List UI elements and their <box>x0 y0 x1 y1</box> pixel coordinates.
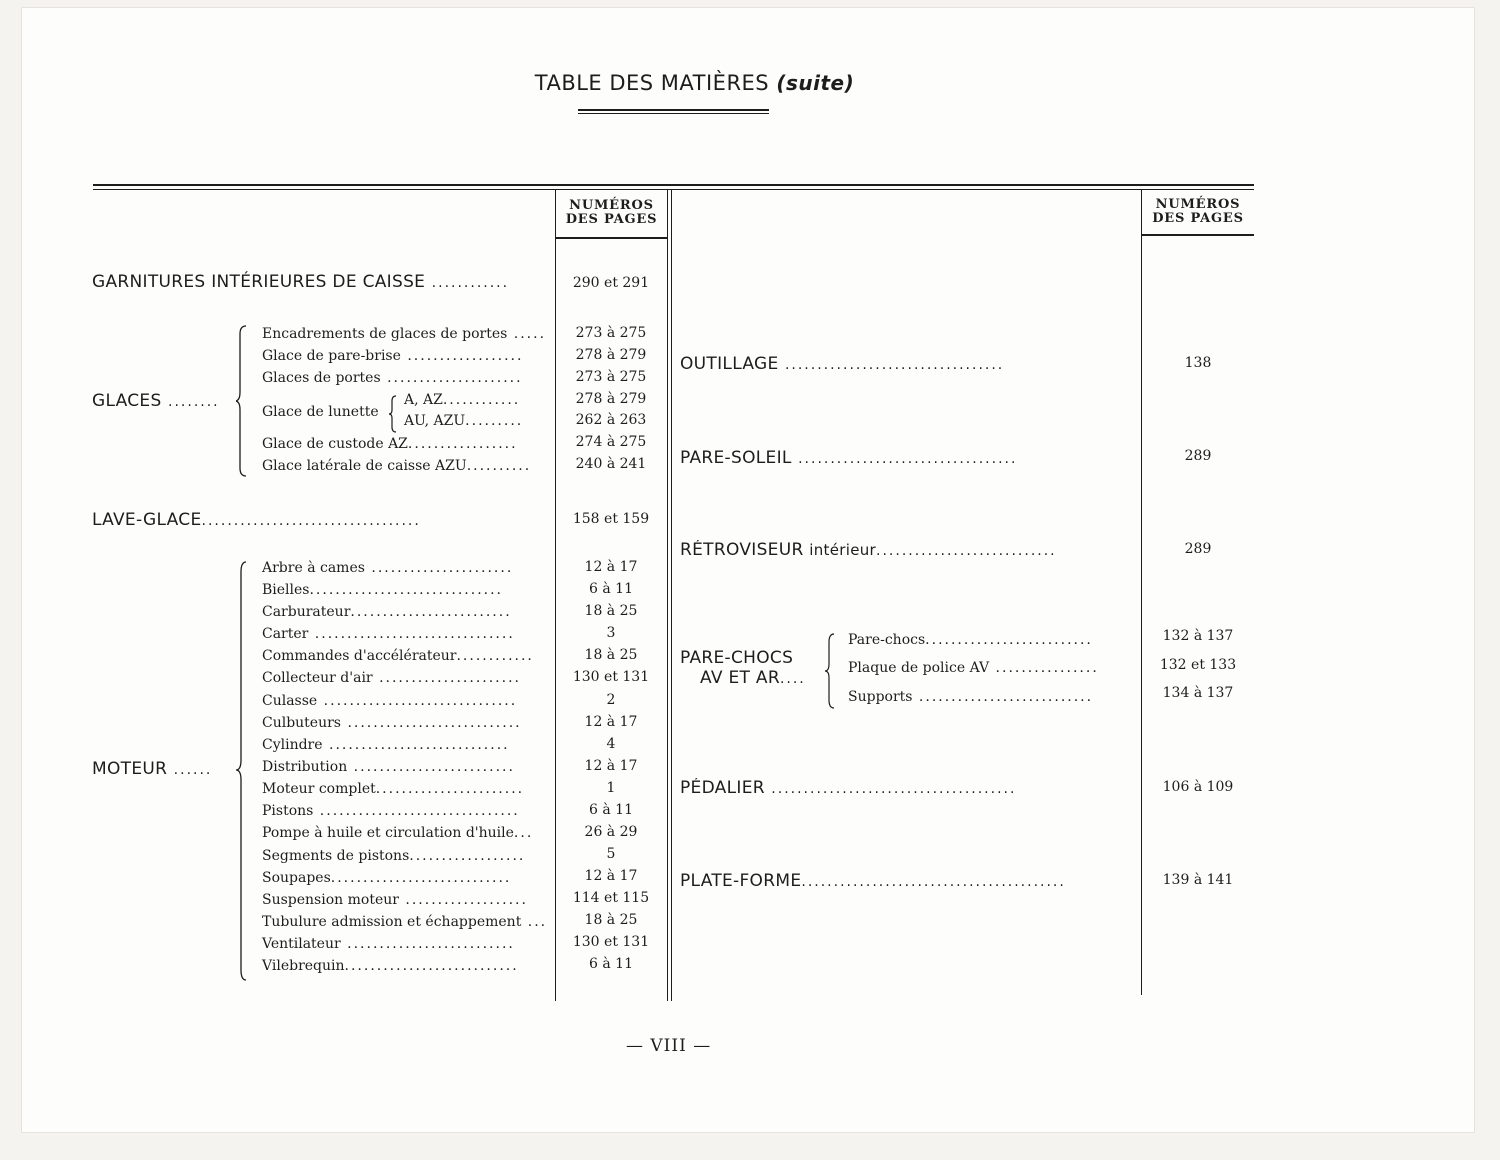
item-pages: 274 à 275 <box>575 434 647 450</box>
entry-outillage <box>680 354 1138 374</box>
item-pages: 18 à 25 <box>584 912 638 928</box>
page-title <box>22 71 1367 95</box>
leader-dots: ...................................... <box>764 781 1017 797</box>
leader-dots: ........................... <box>341 715 522 731</box>
entry-pages: 289 <box>1184 448 1212 464</box>
table-top-rule-2 <box>93 189 1254 190</box>
item-label: Vilebrequin <box>262 958 345 974</box>
leader-dots: ......................... <box>350 604 512 620</box>
glaces-item <box>262 458 531 474</box>
leader-dots: ............ <box>425 275 510 291</box>
item-pages: 278 à 279 <box>575 391 647 407</box>
table-top-rule <box>93 184 1254 186</box>
leader-dots: .................................. <box>791 451 1018 467</box>
glaces-item <box>262 326 546 342</box>
item-pages: 18 à 25 <box>584 647 638 663</box>
item-pages: 2 <box>606 692 616 708</box>
header-line1: NUMÉROS <box>1155 197 1241 212</box>
entry-label: PLATE-FORME <box>680 871 802 891</box>
item-pages: 4 <box>606 736 616 752</box>
item-label: Glace de pare-brise <box>262 348 401 364</box>
glaces-item <box>262 436 518 452</box>
entry-label: PÉDALIER <box>680 778 765 798</box>
item-pages: 278 à 279 <box>575 347 647 363</box>
left-header-rule <box>556 237 667 239</box>
leader-dots: ......................... <box>347 759 515 775</box>
section-label-line1: PARE-CHOCS <box>680 648 794 668</box>
item-pages: 130 et 131 <box>572 934 650 950</box>
moteur-item <box>262 892 528 908</box>
leader-dots: ............................... <box>313 803 520 819</box>
entry-pages: 290 et 291 <box>572 275 650 291</box>
leader-dots: ............ <box>442 392 521 408</box>
lunette-sub-item <box>404 392 520 408</box>
document-page <box>22 8 1474 1132</box>
section-label-line2-row <box>680 668 806 689</box>
moteur-item <box>262 914 547 930</box>
leader-dots: ....................... <box>375 781 525 797</box>
entry-label: PARE-SOLEIL <box>680 448 792 468</box>
title-suite: (suite) <box>776 71 855 95</box>
item-pages: 273 à 275 <box>575 369 647 385</box>
item-pages: 273 à 275 <box>575 325 647 341</box>
lunette-brace <box>388 394 400 434</box>
section-moteur <box>92 759 212 779</box>
leader-dots: ........................... <box>912 689 1094 705</box>
moteur-item <box>262 626 515 642</box>
item-label: Glace de custode AZ <box>262 436 408 452</box>
entry-label-suffix: intérieur <box>809 541 877 559</box>
entry-retroviseur <box>680 540 1138 560</box>
item-label: Collecteur d'air <box>262 670 373 686</box>
section-label: GLACES <box>92 391 162 411</box>
title-underline-2 <box>578 113 769 114</box>
leader-dots: ................... <box>398 892 528 908</box>
item-label: Plaque de police AV <box>848 660 990 676</box>
leader-dots: ... <box>521 914 548 930</box>
title-underline-1 <box>578 109 769 111</box>
item-label: Pistons <box>262 803 314 819</box>
item-pages: 18 à 25 <box>584 603 638 619</box>
moteur-item <box>262 870 511 886</box>
item-pages: 130 et 131 <box>572 669 650 685</box>
leader-dots: .......................... <box>340 936 515 952</box>
entry-label: RÉTROVISEUR <box>680 540 804 560</box>
title-text: TABLE DES MATIÈRES <box>534 71 770 95</box>
moteur-item <box>262 848 525 864</box>
leader-dots: ..................... <box>380 370 523 386</box>
item-label: Suspension moteur <box>262 892 399 908</box>
entry-label: GARNITURES INTÉRIEURES DE CAISSE <box>92 272 426 292</box>
moteur-item <box>262 759 515 775</box>
leader-dots: ............................ <box>330 870 512 886</box>
item-pages: 12 à 17 <box>584 559 638 575</box>
center-divider <box>671 189 672 1001</box>
leader-dots: ............................ <box>322 737 510 753</box>
item-pages: 6 à 11 <box>589 956 633 972</box>
leader-dots: ................ <box>989 660 1099 676</box>
header-line1: NUMÉROS <box>569 198 654 213</box>
leader-dots: ........................... <box>344 958 519 974</box>
leader-dots: ...................... <box>372 670 521 686</box>
item-label: Distribution <box>262 759 348 775</box>
glaces-item <box>262 348 523 364</box>
entry-pedalier <box>680 778 1138 798</box>
item-pages: 3 <box>606 625 616 641</box>
item-label: Encadrements de glaces de portes <box>262 326 508 342</box>
moteur-item <box>262 693 517 709</box>
leader-dots: .................. <box>400 348 524 364</box>
item-label: Supports <box>848 689 913 705</box>
header-line2: DES PAGES <box>1152 211 1244 226</box>
leader-dots: ............................... <box>308 626 515 642</box>
moteur-item <box>262 781 524 797</box>
pare-chocs-brace <box>824 632 838 710</box>
entry-pages: 289 <box>1184 541 1212 557</box>
item-label: Glaces de portes <box>262 370 381 386</box>
pare-chocs-item <box>848 632 1140 648</box>
moteur-item <box>262 560 513 576</box>
leader-dots: ......... <box>465 413 524 429</box>
item-pages: 132 à 137 <box>1162 628 1234 644</box>
leader-dots: .............................. <box>317 693 518 709</box>
item-label: Culbuteurs <box>262 715 341 731</box>
entry-pages: 158 et 159 <box>572 511 650 527</box>
moteur-item <box>262 825 533 841</box>
item-pages: 5 <box>606 846 616 862</box>
item-label: A, AZ <box>404 392 443 408</box>
left-pages-header <box>556 199 667 227</box>
leader-dots: ...................... <box>364 560 514 576</box>
item-pages: 6 à 11 <box>589 802 633 818</box>
header-line2: DES PAGES <box>565 212 658 227</box>
leader-dots: .............................. <box>309 582 503 598</box>
item-label: Cylindre <box>262 737 323 753</box>
item-pages: 134 à 137 <box>1162 685 1234 701</box>
item-label: AU, AZU <box>404 413 466 429</box>
entry-pare-soleil <box>680 448 1138 468</box>
item-pages: 262 à 263 <box>575 412 647 428</box>
leader-dots: ............ <box>456 648 534 664</box>
entry-pages: 138 <box>1184 355 1212 371</box>
right-header-rule <box>1142 234 1254 236</box>
leader-dots: ................. <box>407 436 518 452</box>
item-pages: 12 à 17 <box>584 868 638 884</box>
entry-pages: 139 à 141 <box>1162 872 1234 888</box>
leader-dots: ...... <box>167 762 213 778</box>
glaces-item <box>262 370 523 386</box>
item-label: Tubulure admission et échappement <box>262 914 522 930</box>
leader-dots: .................................. <box>778 357 1005 373</box>
item-pages: 132 et 133 <box>1159 657 1237 673</box>
item-label: Commandes d'accélérateur <box>262 648 457 664</box>
item-label: Arbre à cames <box>262 560 365 576</box>
page-number: — VIII — <box>626 1036 712 1056</box>
item-label: Bielles <box>262 582 310 598</box>
item-pages: 12 à 17 <box>584 714 638 730</box>
entry-plate-forme <box>680 871 1138 891</box>
leader-dots: .................. <box>409 848 526 864</box>
item-pages: 1 <box>606 780 616 796</box>
moteur-item <box>262 604 512 620</box>
moteur-item <box>262 936 515 952</box>
item-label: Moteur complet <box>262 781 376 797</box>
lunette-sub-item <box>404 413 523 429</box>
leader-dots: .................................. <box>201 513 421 529</box>
moteur-item <box>262 803 520 819</box>
moteur-item <box>262 648 534 664</box>
item-label: Soupapes <box>262 870 331 886</box>
section-label-line2: AV ET AR <box>700 668 780 688</box>
leader-dots: ............................ <box>876 543 1057 559</box>
item-label: Pompe à huile et circulation d'huile <box>262 825 514 841</box>
moteur-item <box>262 582 503 598</box>
entry-garnitures <box>92 272 550 292</box>
leader-dots: ........ <box>161 394 220 410</box>
item-label: Culasse <box>262 693 318 709</box>
leader-dots: .......... <box>466 458 532 474</box>
item-pages: 6 à 11 <box>589 581 633 597</box>
entry-lave-glace <box>92 510 550 530</box>
item-label: Carburateur <box>262 604 351 620</box>
moteur-brace <box>236 560 252 982</box>
item-label: Segments de pistons <box>262 848 410 864</box>
item-pages: 26 à 29 <box>584 824 638 840</box>
leader-dots: .......................... <box>925 632 1093 648</box>
left-page-col-border-right <box>667 189 668 1001</box>
entry-pages: 106 à 109 <box>1162 779 1234 795</box>
item-pages: 240 à 241 <box>575 456 647 472</box>
leader-dots: ... <box>513 825 534 841</box>
item-label: Ventilateur <box>262 936 341 952</box>
entry-label: OUTILLAGE <box>680 354 779 374</box>
leader-dots: ..... <box>507 326 547 342</box>
pare-chocs-item <box>848 660 1140 676</box>
right-pages-header <box>1142 198 1254 226</box>
section-pare-chocs <box>680 648 806 689</box>
pare-chocs-item <box>848 689 1140 705</box>
item-pages: 114 et 115 <box>572 890 650 906</box>
entry-label: LAVE-GLACE <box>92 510 202 530</box>
item-label: Glace latérale de caisse AZU <box>262 458 467 474</box>
section-label: MOTEUR <box>92 759 168 779</box>
glaces-brace <box>236 324 252 478</box>
item-pages: 12 à 17 <box>584 758 638 774</box>
item-label: Carter <box>262 626 309 642</box>
moteur-item <box>262 737 510 753</box>
leader-dots: ......................................... <box>801 874 1066 890</box>
moteur-item <box>262 958 519 974</box>
moteur-item <box>262 670 521 686</box>
leader-dots: .... <box>779 671 806 687</box>
moteur-item <box>262 715 522 731</box>
glaces-item-lunette: Glace de lunette <box>262 404 379 420</box>
item-label: Pare-chocs <box>848 632 926 648</box>
section-glaces <box>92 391 220 411</box>
